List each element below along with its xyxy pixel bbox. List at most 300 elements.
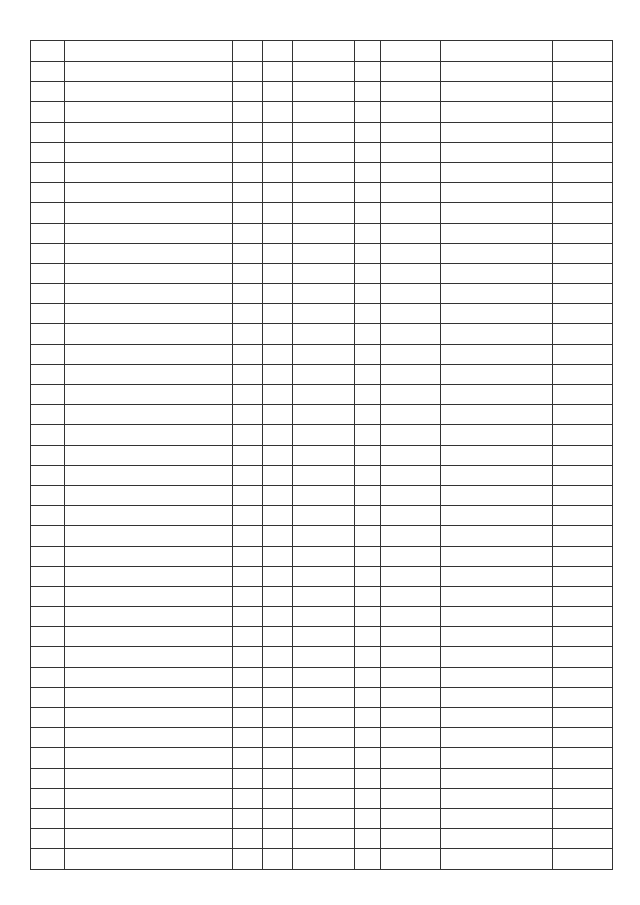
cell-main_administrator [381,304,441,324]
cell-section [263,607,293,627]
cell-name [65,445,233,465]
header-cell-amount [553,41,613,62]
cell-section [263,82,293,102]
cell-main_administrator [381,829,441,849]
cell-section [263,829,293,849]
cell-recipient [441,445,553,465]
cell-main_administrator [381,405,441,425]
cell-section [263,808,293,828]
cell-target_article [293,728,355,748]
cell-main_administrator [381,607,441,627]
cell-section [263,102,293,122]
cell-target_article [293,506,355,526]
cell-amount [553,62,613,82]
table-row [31,788,613,808]
table-row [31,223,613,243]
cell-name [65,829,233,849]
cell-target_article [293,62,355,82]
cell-name [65,647,233,667]
cell-main_administrator [381,122,441,142]
cell-num [31,687,65,707]
cell-amount [553,748,613,768]
cell-amount [553,465,613,485]
cell-ministry_code [233,183,263,203]
cell-main_administrator [381,485,441,505]
cell-section [263,708,293,728]
table-row [31,62,613,82]
header-cell-target_article [293,41,355,62]
table-row [31,425,613,445]
cell-recipient [441,284,553,304]
cell-expense_type [355,748,381,768]
cell-section [263,546,293,566]
cell-expense_type [355,425,381,445]
cell-recipient [441,667,553,687]
cell-ministry_code [233,62,263,82]
cell-target_article [293,586,355,606]
cell-amount [553,425,613,445]
cell-amount [553,162,613,182]
cell-main_administrator [381,708,441,728]
cell-main_administrator [381,445,441,465]
header-row [31,41,613,62]
cell-section [263,203,293,223]
cell-target_article [293,768,355,788]
cell-main_administrator [381,183,441,203]
cell-ministry_code [233,142,263,162]
header-cell-section [263,41,293,62]
cell-section [263,728,293,748]
cell-target_article [293,808,355,828]
table-row [31,708,613,728]
cell-target_article [293,243,355,263]
cell-main_administrator [381,546,441,566]
cell-expense_type [355,465,381,485]
table-row [31,304,613,324]
cell-expense_type [355,566,381,586]
table-row [31,808,613,828]
cell-recipient [441,485,553,505]
cell-section [263,506,293,526]
cell-name [65,465,233,485]
cell-ministry_code [233,788,263,808]
cell-recipient [441,385,553,405]
cell-recipient [441,607,553,627]
cell-ministry_code [233,405,263,425]
table-row [31,142,613,162]
cell-expense_type [355,82,381,102]
cell-name [65,102,233,122]
cell-amount [553,788,613,808]
cell-amount [553,364,613,384]
cell-target_article [293,284,355,304]
cell-section [263,62,293,82]
cell-section [263,768,293,788]
cell-num [31,586,65,606]
cell-expense_type [355,586,381,606]
cell-section [263,667,293,687]
cell-num [31,243,65,263]
cell-amount [553,687,613,707]
cell-ministry_code [233,203,263,223]
cell-main_administrator [381,465,441,485]
table-row [31,485,613,505]
cell-num [31,385,65,405]
table-row [31,243,613,263]
table-row [31,748,613,768]
cell-amount [553,304,613,324]
cell-recipient [441,324,553,344]
cell-expense_type [355,708,381,728]
cell-section [263,122,293,142]
table-header [31,41,613,62]
cell-expense_type [355,102,381,122]
cell-expense_type [355,808,381,828]
cell-num [31,748,65,768]
table-row [31,263,613,283]
cell-amount [553,627,613,647]
cell-num [31,829,65,849]
header-cell-num [31,41,65,62]
cell-section [263,223,293,243]
cell-num [31,364,65,384]
cell-main_administrator [381,506,441,526]
table-row [31,445,613,465]
cell-expense_type [355,344,381,364]
table-row [31,667,613,687]
cell-section [263,425,293,445]
cell-main_administrator [381,627,441,647]
table-row [31,546,613,566]
table-row [31,102,613,122]
cell-recipient [441,566,553,586]
cell-amount [553,263,613,283]
cell-expense_type [355,243,381,263]
cell-amount [553,485,613,505]
cell-name [65,122,233,142]
cell-section [263,263,293,283]
cell-amount [553,344,613,364]
cell-num [31,607,65,627]
cell-num [31,728,65,748]
cell-recipient [441,627,553,647]
cell-name [65,728,233,748]
cell-main_administrator [381,849,441,869]
cell-num [31,263,65,283]
table-row [31,284,613,304]
cell-expense_type [355,324,381,344]
cell-expense_type [355,485,381,505]
cell-section [263,627,293,647]
cell-amount [553,566,613,586]
cell-num [31,203,65,223]
cell-target_article [293,102,355,122]
table-row [31,687,613,707]
cell-section [263,364,293,384]
header-cell-ministry_code [233,41,263,62]
cell-target_article [293,324,355,344]
cell-amount [553,183,613,203]
cell-expense_type [355,728,381,748]
cell-target_article [293,647,355,667]
cell-section [263,445,293,465]
cell-amount [553,708,613,728]
cell-recipient [441,425,553,445]
table-row [31,405,613,425]
cell-num [31,849,65,869]
cell-expense_type [355,829,381,849]
cell-amount [553,223,613,243]
cell-recipient [441,183,553,203]
cell-name [65,526,233,546]
cell-name [65,708,233,728]
cell-main_administrator [381,586,441,606]
cell-target_article [293,183,355,203]
cell-main_administrator [381,284,441,304]
cell-section [263,687,293,707]
cell-ministry_code [233,223,263,243]
cell-section [263,344,293,364]
cell-num [31,425,65,445]
cell-amount [553,82,613,102]
cell-section [263,304,293,324]
cell-expense_type [355,385,381,405]
cell-amount [553,829,613,849]
cell-main_administrator [381,808,441,828]
table-row [31,385,613,405]
cell-ministry_code [233,364,263,384]
cell-main_administrator [381,748,441,768]
cell-section [263,849,293,869]
cell-ministry_code [233,82,263,102]
cell-expense_type [355,607,381,627]
cell-ministry_code [233,728,263,748]
cell-name [65,364,233,384]
cell-main_administrator [381,687,441,707]
cell-target_article [293,203,355,223]
cell-recipient [441,102,553,122]
cell-target_article [293,748,355,768]
cell-name [65,546,233,566]
cell-ministry_code [233,829,263,849]
cell-expense_type [355,263,381,283]
cell-amount [553,324,613,344]
cell-recipient [441,647,553,667]
table-row [31,162,613,182]
cell-main_administrator [381,263,441,283]
cell-section [263,566,293,586]
budget-allocation-table [30,40,613,870]
cell-expense_type [355,203,381,223]
cell-amount [553,385,613,405]
table-row [31,506,613,526]
cell-main_administrator [381,526,441,546]
cell-expense_type [355,647,381,667]
cell-name [65,183,233,203]
cell-recipient [441,465,553,485]
cell-section [263,526,293,546]
cell-name [65,425,233,445]
cell-recipient [441,62,553,82]
cell-ministry_code [233,425,263,445]
cell-main_administrator [381,667,441,687]
cell-expense_type [355,788,381,808]
cell-name [65,203,233,223]
cell-target_article [293,425,355,445]
cell-recipient [441,506,553,526]
cell-name [65,142,233,162]
table-row [31,829,613,849]
cell-num [31,82,65,102]
cell-expense_type [355,304,381,324]
cell-recipient [441,748,553,768]
cell-name [65,223,233,243]
cell-amount [553,768,613,788]
cell-amount [553,586,613,606]
cell-recipient [441,82,553,102]
cell-section [263,788,293,808]
cell-target_article [293,566,355,586]
cell-num [31,708,65,728]
cell-target_article [293,122,355,142]
cell-name [65,304,233,324]
cell-amount [553,667,613,687]
cell-num [31,62,65,82]
cell-num [31,485,65,505]
cell-expense_type [355,445,381,465]
cell-amount [553,243,613,263]
cell-section [263,586,293,606]
cell-main_administrator [381,324,441,344]
cell-recipient [441,808,553,828]
cell-main_administrator [381,223,441,243]
cell-target_article [293,344,355,364]
cell-num [31,546,65,566]
cell-expense_type [355,667,381,687]
table-row [31,203,613,223]
cell-name [65,627,233,647]
cell-ministry_code [233,627,263,647]
cell-expense_type [355,284,381,304]
cell-expense_type [355,849,381,869]
cell-main_administrator [381,425,441,445]
cell-ministry_code [233,546,263,566]
cell-num [31,344,65,364]
table-row [31,82,613,102]
cell-main_administrator [381,768,441,788]
cell-main_administrator [381,142,441,162]
cell-ministry_code [233,445,263,465]
cell-section [263,142,293,162]
cell-name [65,768,233,788]
cell-recipient [441,304,553,324]
cell-expense_type [355,122,381,142]
cell-num [31,506,65,526]
cell-num [31,788,65,808]
cell-num [31,566,65,586]
cell-main_administrator [381,102,441,122]
cell-amount [553,506,613,526]
cell-num [31,627,65,647]
cell-num [31,102,65,122]
cell-name [65,485,233,505]
cell-expense_type [355,223,381,243]
cell-target_article [293,829,355,849]
cell-name [65,344,233,364]
cell-num [31,324,65,344]
cell-section [263,405,293,425]
cell-recipient [441,526,553,546]
cell-ministry_code [233,768,263,788]
cell-num [31,162,65,182]
cell-ministry_code [233,344,263,364]
cell-target_article [293,526,355,546]
cell-expense_type [355,768,381,788]
cell-expense_type [355,526,381,546]
cell-target_article [293,223,355,243]
cell-ministry_code [233,748,263,768]
cell-expense_type [355,162,381,182]
cell-name [65,385,233,405]
cell-ministry_code [233,607,263,627]
cell-num [31,445,65,465]
cell-name [65,586,233,606]
cell-expense_type [355,627,381,647]
cell-ministry_code [233,122,263,142]
cell-expense_type [355,364,381,384]
cell-name [65,324,233,344]
cell-target_article [293,304,355,324]
cell-target_article [293,445,355,465]
cell-name [65,788,233,808]
cell-amount [553,808,613,828]
cell-main_administrator [381,728,441,748]
cell-num [31,223,65,243]
cell-name [65,82,233,102]
cell-ministry_code [233,485,263,505]
cell-name [65,808,233,828]
cell-section [263,647,293,667]
cell-ministry_code [233,647,263,667]
cell-recipient [441,364,553,384]
table-row [31,849,613,869]
table-row [31,728,613,748]
cell-ministry_code [233,324,263,344]
cell-main_administrator [381,566,441,586]
cell-section [263,385,293,405]
cell-expense_type [355,506,381,526]
cell-target_article [293,607,355,627]
cell-target_article [293,667,355,687]
cell-ministry_code [233,526,263,546]
cell-main_administrator [381,82,441,102]
cell-target_article [293,263,355,283]
cell-num [31,808,65,828]
table-row [31,627,613,647]
cell-amount [553,728,613,748]
cell-num [31,304,65,324]
cell-main_administrator [381,243,441,263]
cell-amount [553,284,613,304]
cell-recipient [441,849,553,869]
cell-section [263,485,293,505]
cell-target_article [293,82,355,102]
cell-recipient [441,263,553,283]
cell-name [65,263,233,283]
cell-expense_type [355,405,381,425]
cell-main_administrator [381,364,441,384]
cell-recipient [441,344,553,364]
